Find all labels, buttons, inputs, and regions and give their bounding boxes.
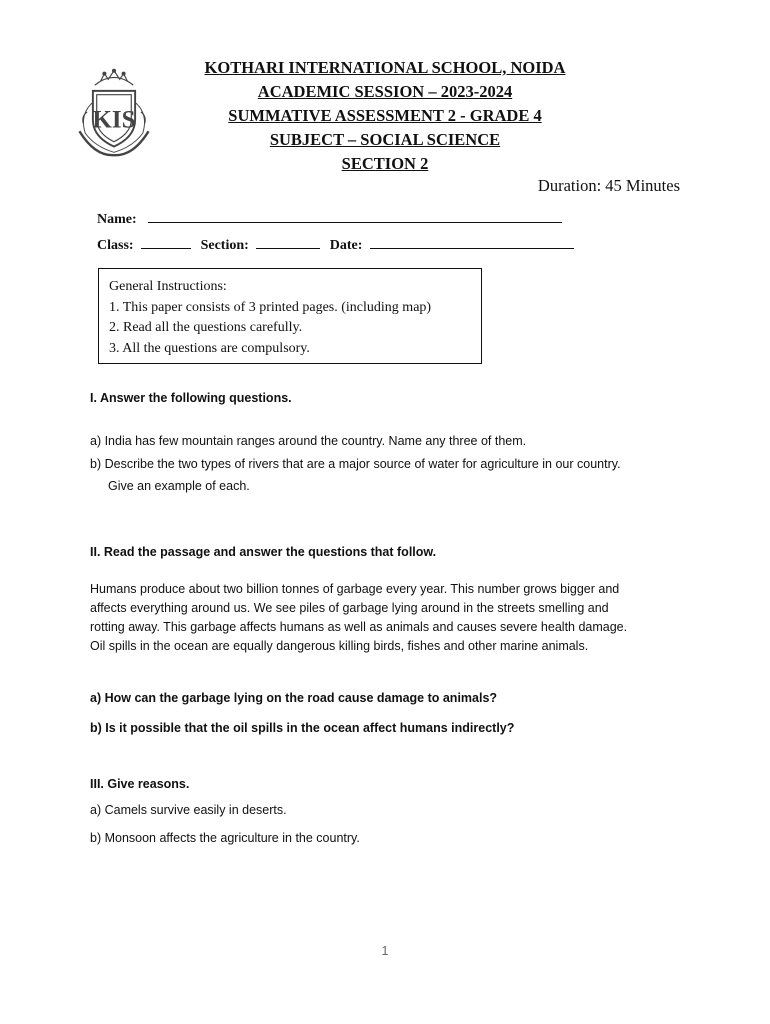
general-instructions-box	[98, 268, 482, 364]
section-1-heading: I. Answer the following questions.	[90, 391, 292, 405]
assessment-title: SUMMATIVE ASSESSMENT 2 - GRADE 4	[228, 106, 542, 125]
date-blank[interactable]	[370, 234, 574, 249]
date-label: Date:	[329, 238, 363, 253]
class-label: Class:	[97, 238, 134, 253]
duration-label: Duration: 45 Minutes	[537, 176, 680, 195]
question-3a: a) Camels survive easily in deserts.	[90, 803, 287, 817]
class-field-row	[97, 234, 574, 254]
section-3-heading: III. Give reasons.	[90, 777, 190, 791]
instruction-item: 2. Read all the questions carefully.	[109, 320, 303, 335]
instruction-item: 3. All the questions are compulsory.	[109, 340, 310, 356]
subject-title: SUBJECT – SOCIAL SCIENCE	[269, 130, 501, 149]
svg-text:KIS: KIS	[92, 106, 136, 134]
passage-line: Humans produce about two billion tonnes of garbage every year. This number grows bigger and	[90, 582, 620, 596]
page-number: 1	[381, 944, 389, 958]
question-2a: a) How can the garbage lying on the road cause damage to animals?	[90, 691, 498, 705]
question-1b: b) Describe the two types of rivers that are a major source of water for agriculture in our country.	[90, 457, 621, 471]
academic-session: ACADEMIC SESSION – 2023-2024	[257, 82, 513, 101]
section-label: Section:	[200, 238, 249, 253]
question-3b: b) Monsoon affects the agriculture in the country.	[90, 831, 360, 845]
question-1a: a) India has few mountain ranges around the country. Name any three of them.	[90, 434, 527, 448]
question-1b-continued: Give an example of each.	[108, 479, 250, 493]
name-blank[interactable]	[148, 208, 562, 223]
passage-line: rotting away. This garbage affects humans as well as animals and causes severe health damage.	[90, 620, 628, 634]
passage-line: affects everything around us. We see piles of garbage lying around in the streets smelling and	[90, 601, 609, 615]
passage-line: Oil spills in the ocean are equally dangerous killing birds, fishes and other marine animals.	[90, 639, 589, 653]
instruction-item: 1. This paper consists of 3 printed pages. (including map)	[109, 299, 432, 315]
name-field-row	[97, 208, 562, 228]
instructions-title: General Instructions:	[109, 279, 227, 294]
class-blank[interactable]	[141, 234, 191, 249]
reading-passage	[90, 580, 690, 656]
exam-header	[130, 56, 640, 176]
section-2-heading: II. Read the passage and answer the questions that follow.	[90, 545, 437, 559]
name-label: Name:	[97, 212, 137, 227]
section-title: SECTION 2	[341, 154, 429, 173]
school-name: KOTHARI INTERNATIONAL SCHOOL, NOIDA	[204, 58, 566, 77]
question-2b: b) Is it possible that the oil spills in the ocean affect humans indirectly?	[90, 721, 515, 735]
section-blank[interactable]	[256, 234, 320, 249]
